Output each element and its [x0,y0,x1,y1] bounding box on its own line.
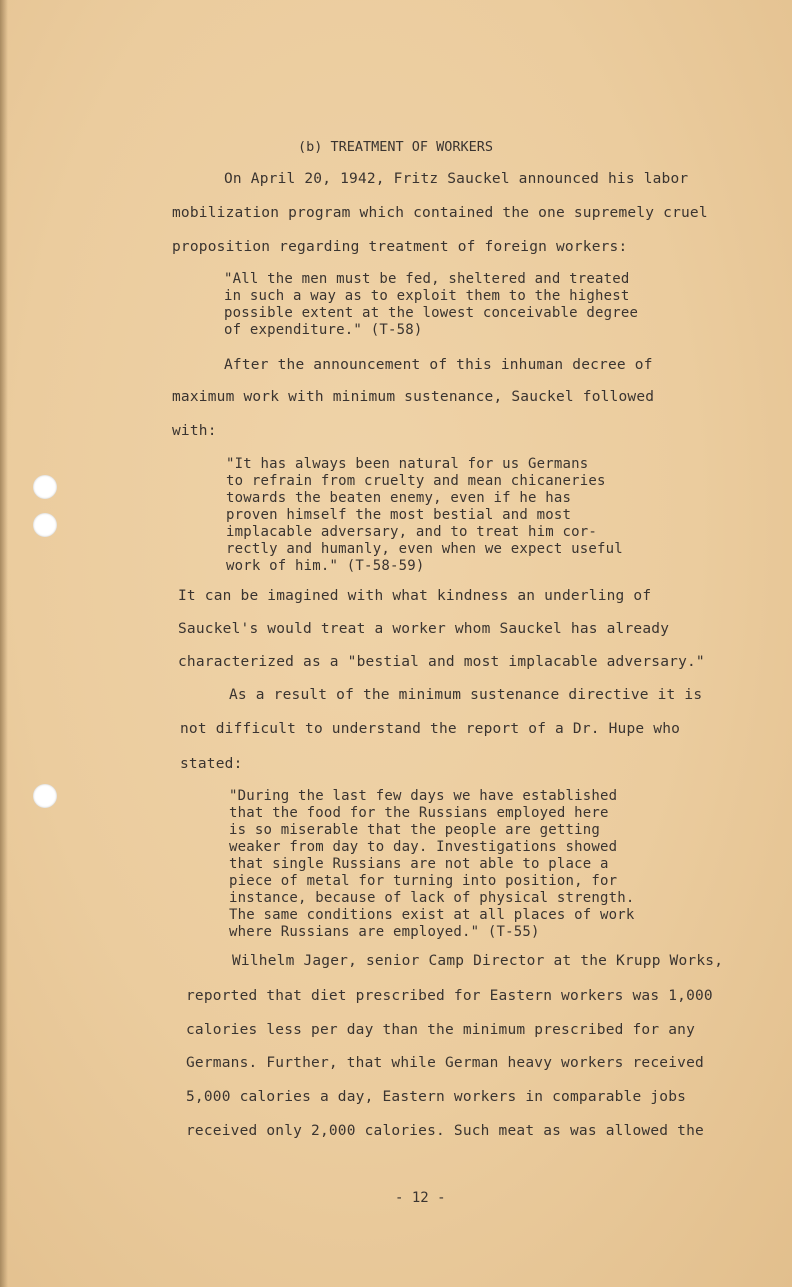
quote-line: weaker from day to day. Investigations showed [229,839,618,855]
quote-line: that the food for the Russians employed here [229,805,609,821]
quote-line: work of him." (T-58-59) [226,558,425,574]
paragraph-line: with: [172,423,217,439]
punch-hole-1 [33,475,57,499]
paragraph-line: It can be imagined with what kindness an underling of [178,588,652,604]
block-quote [224,271,638,339]
paragraph-line: reported that diet prescribed for Eastern workers was 1,000 [186,988,713,1004]
paragraph-line: mobilization program which contained the one supremely cruel [172,205,708,221]
page-edge-shadow [0,0,8,1287]
paragraph-line: Wilhelm Jager, senior Camp Director at the Krupp Works, [232,953,724,969]
quote-line: towards the beaten enemy, even if he has [226,490,572,506]
paragraph-line: proposition regarding treatment of foreign workers: [172,239,628,255]
paragraph-line: maximum work with minimum sustenance, Sauckel followed [172,389,655,405]
quote-line: instance, because of lack of physical strength. [229,890,635,906]
block-quote [226,456,623,575]
quote-line: is so miserable that the people are getting [229,822,601,838]
section-heading: (b) TREATMENT OF WORKERS [298,139,494,155]
punch-hole-3 [33,784,57,808]
quote-line: rectly and humanly, even when we expect useful [226,541,623,557]
paragraph-line: As a result of the minimum sustenance directive it is [229,687,703,703]
paragraph-line: On April 20, 1942, Fritz Sauckel announced his labor [224,171,689,187]
paragraph-line: stated: [180,756,243,772]
paragraph-line: 5,000 calories a day, Eastern workers in comparable jobs [186,1089,687,1105]
quote-line: that single Russians are not able to place a [229,856,609,872]
quote-line: "It has always been natural for us Germans [226,456,589,472]
paragraph-line: Sauckel's would treat a worker whom Sauckel has already [178,621,670,637]
paragraph-line: received only 2,000 calories. Such meat as was allowed the [186,1123,704,1139]
quote-line: in such a way as to exploit them to the highest [224,288,630,304]
paragraph-line: not difficult to understand the report of a Dr. Hupe who [180,721,681,737]
paragraph-line: characterized as a "bestial and most implacable adversary." [178,654,705,670]
quote-line: of expenditure." (T-58) [224,322,423,338]
quote-line: proven himself the most bestial and most [226,507,572,523]
quote-line: "During the last few days we have established [229,788,618,804]
quote-line: possible extent at the lowest conceivable degree [224,305,639,321]
paragraph-line: calories less per day than the minimum prescribed for any [186,1022,695,1038]
paragraph-line: After the announcement of this inhuman decree of [224,357,653,373]
quote-line: to refrain from cruelty and mean chicaneries [226,473,606,489]
quote-line: implacable adversary, and to treat him cor- [226,524,598,540]
quote-line: "All the men must be fed, sheltered and treated [224,271,630,287]
paragraph-line: Germans. Further, that while German heavy workers received [186,1055,704,1071]
page-number: - 12 - [395,1190,446,1206]
punch-hole-2 [33,513,57,537]
quote-line: piece of metal for turning into position, for [229,873,618,889]
quote-line: where Russians are employed." (T-55) [229,924,540,940]
quote-line: The same conditions exist at all places of work [229,907,635,923]
block-quote [229,788,635,941]
